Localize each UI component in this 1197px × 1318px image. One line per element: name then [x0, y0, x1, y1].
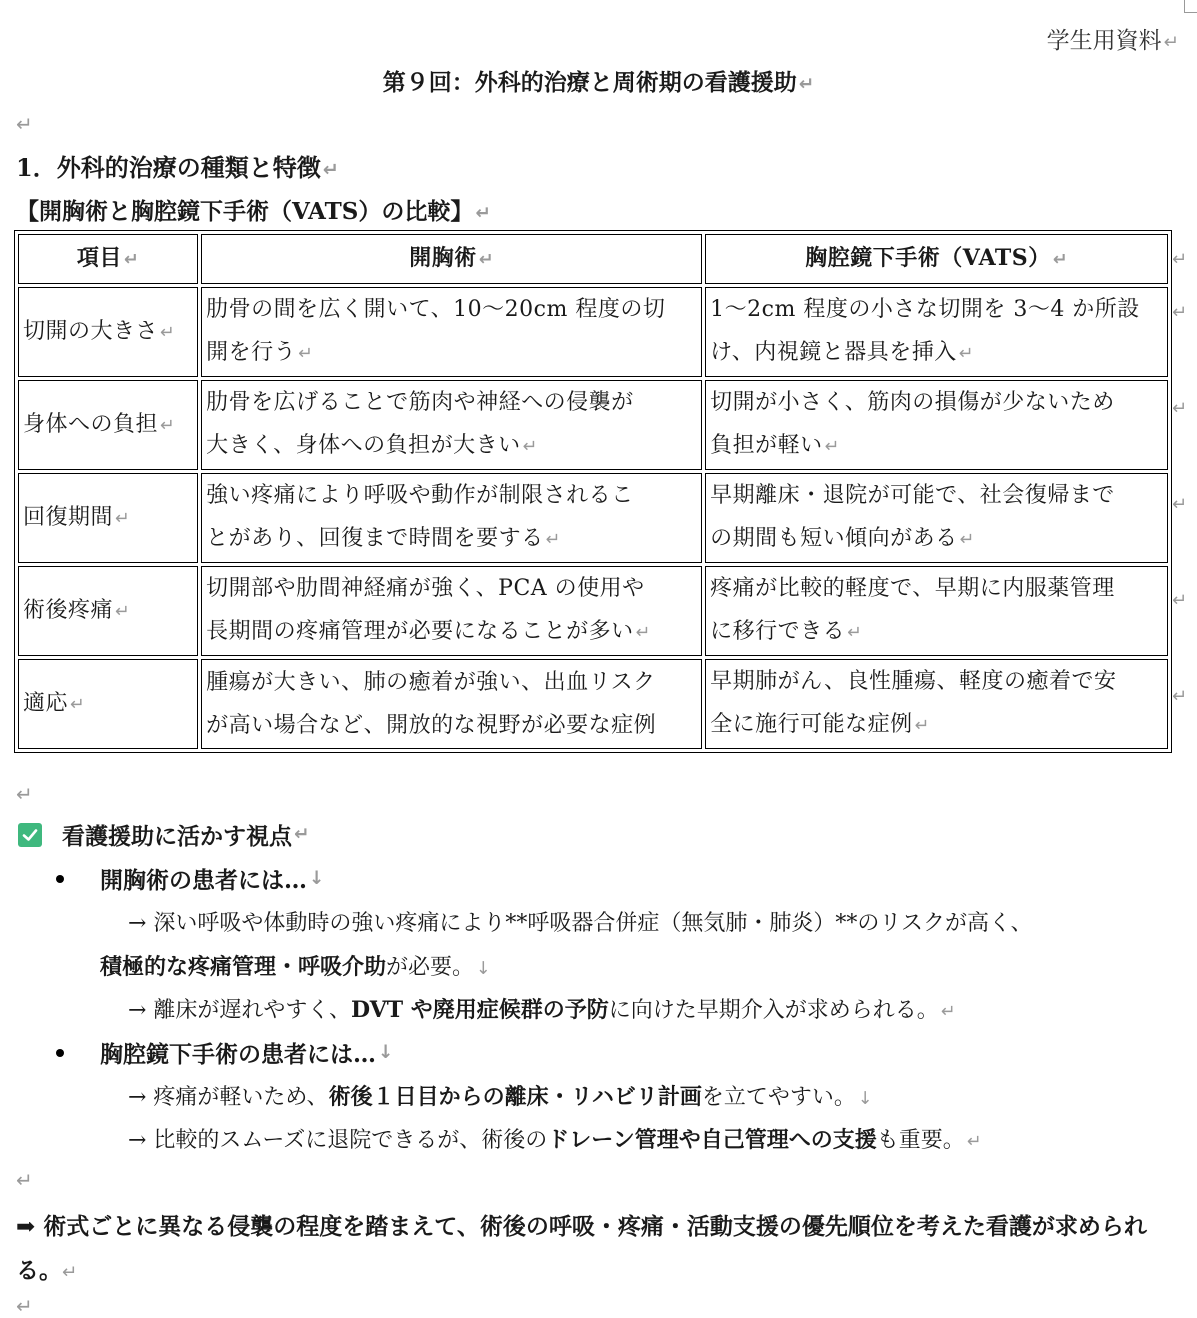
bullet-icon [56, 1049, 64, 1057]
cell-item: 切開の大きさ ↵ [18, 287, 198, 377]
cell-vats: 1〜2cm 程度の小さな切開を 3〜4 か所設 け、内視鏡と器具を挿入 ↵ [705, 287, 1168, 377]
cell-item: 回復期間 ↵ [18, 473, 198, 563]
viewpoint-heading: 看護援助に活かす視点 ↵ [18, 818, 309, 851]
row-end-mark: ↵ [1172, 494, 1188, 515]
table-caption: 【開胸術と胸腔鏡下手術（VATS）の比較】 ↵ [16, 198, 491, 225]
cell-item: 適応 ↵ [18, 659, 198, 749]
header-cell-open: 開胸術 ↵ [201, 234, 702, 284]
cell-vats: 疼痛が比較的軽度で、早期に内服薬管理 に移行できる ↵ [705, 566, 1168, 656]
open-line-2: → 離床が遅れやすく、DVT や廃用症候群の予防に向けた早期介入が求められる。 ↵ [128, 997, 956, 1023]
table-row [18, 287, 1168, 377]
page-corner-mark [1184, 0, 1197, 13]
vats-line-2: → 比較的スムーズに退院できるが、術後のドレーン管理や自己管理への支援も重要。 ↵ [128, 1127, 982, 1153]
row-end-mark: ↵ [1172, 249, 1188, 270]
header-cell-vats: 胸腔鏡下手術（VATS） ↵ [705, 234, 1168, 284]
cell-item: 術後疼痛 ↵ [18, 566, 198, 656]
cell-vats: 早期離床・退院が可能で、社会復帰まで の期間も短い傾向がある ↵ [705, 473, 1168, 563]
empty-paragraph: ↵ [16, 782, 33, 806]
open-line-1: → 深い呼吸や体動時の強い疼痛により**呼吸器合併症（無気肺・肺炎）**のリスクが高く、 [128, 911, 1033, 936]
table-row [18, 659, 1168, 749]
header-cell-item: 項目 ↵ [18, 234, 198, 284]
section-heading: 1．外科的治療の種類と特徴 ↵ [16, 153, 339, 182]
page-title: 第９回：外科的治療と周術期の看護援助 ↵ [382, 69, 815, 96]
cell-open: 強い疼痛により呼吸や動作が制限されるこ とがあり、回復まで時間を要する ↵ [201, 473, 702, 563]
empty-paragraph: ↵ [16, 1294, 33, 1318]
row-end-mark: ↵ [1172, 590, 1188, 611]
bullet-icon [56, 875, 64, 883]
open-line-1-cont: 積極的な疼痛管理・呼吸介助が必要。 ↓ [100, 954, 491, 980]
conclusion: ➡ 術式ごとに異なる侵襲の程度を踏まえて、術後の呼吸・疼痛・活動支援の優先順位を考えた看護が求められる。↵ [16, 1213, 1147, 1284]
cell-open: 腫瘍が大きい、肺の癒着が強い、出血リスク が高い場合など、開放的な視野が必要な症例 [201, 659, 702, 749]
row-end-mark: ↵ [1172, 302, 1188, 323]
check-mark-icon [18, 823, 42, 847]
table-row [18, 566, 1168, 656]
empty-paragraph: ↵ [16, 1168, 33, 1192]
comparison-table [14, 230, 1172, 753]
table-header-row [18, 234, 1168, 284]
cell-vats: 早期肺がん、良性腫瘍、軽度の癒着で安 全に施行可能な症例 ↵ [705, 659, 1168, 749]
empty-paragraph: ↵ [16, 112, 33, 136]
cell-open: 肋骨を広げることで筋肉や神経への侵襲が 大きく、身体への負担が大きい ↵ [201, 380, 702, 470]
vats-line-1: → 疼痛が軽いため、術後１日目からの離床・リハビリ計画を立てやすい。 ↓ [128, 1084, 873, 1110]
cell-item: 身体への負担 ↵ [18, 380, 198, 470]
cell-open: 切開部や肋間神経痛が強く、PCA の使用や 長期間の疼痛管理が必要になることが多い ↵ [201, 566, 702, 656]
cell-open: 肋骨の間を広く開いて、10〜20cm 程度の切 開を行う ↵ [201, 287, 702, 377]
table-row [18, 380, 1168, 470]
table-row [18, 473, 1168, 563]
row-end-mark: ↵ [1172, 398, 1188, 419]
row-end-mark: ↵ [1172, 686, 1188, 707]
list-item-open-surgery: 開胸術の患者には… ↓ [56, 862, 324, 895]
cell-vats: 切開が小さく、筋肉の損傷が少ないため 負担が軽い ↵ [705, 380, 1168, 470]
list-item-vats: 胸腔鏡下手術の患者には… ↓ [56, 1036, 393, 1069]
header-note: 学生用資料 ↵ [1046, 28, 1179, 54]
